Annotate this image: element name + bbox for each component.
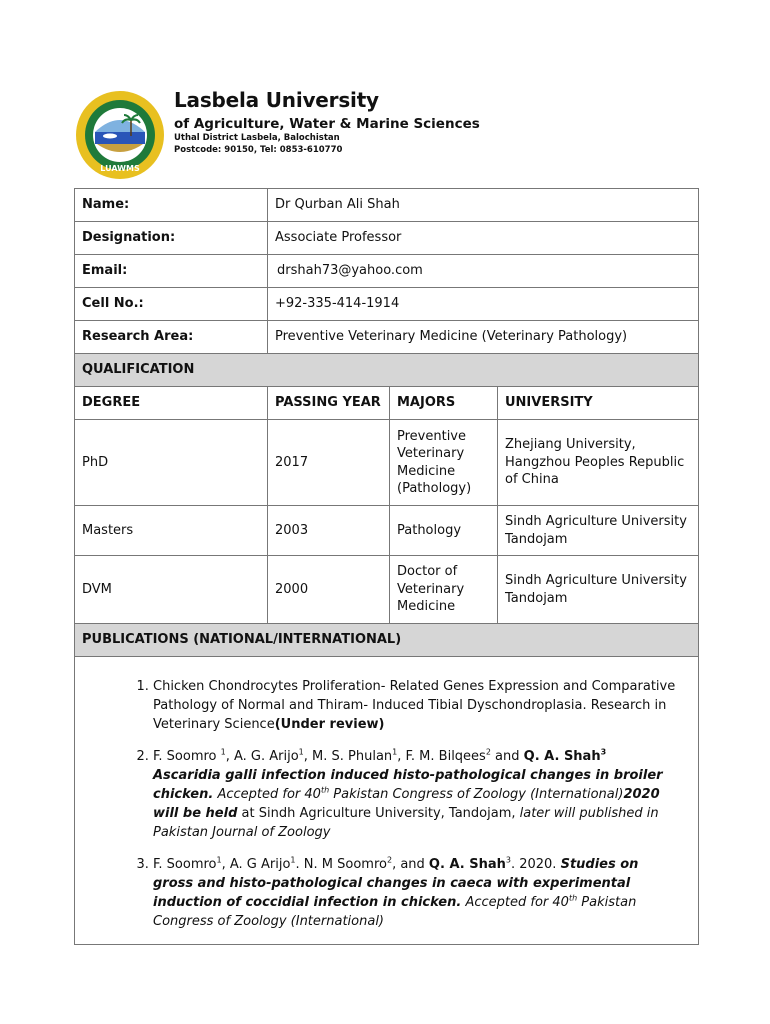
email-label: Email: (75, 255, 268, 288)
pub2-title: Ascaridia galli infection induced histo-pathological changes in broiler chicken. (153, 768, 663, 802)
name-value: Dr Qurban Ali Shah (268, 189, 699, 222)
pub2-and: and (490, 749, 524, 764)
university-logo (75, 90, 165, 180)
university-cell: Zhejiang University, Hangzhou Peoples Republic of China (498, 420, 699, 506)
email-row (75, 255, 699, 288)
pub2-sup: 3 (600, 747, 607, 757)
pub3-sup: 1 (216, 855, 222, 865)
name-row (75, 189, 699, 222)
pub2-accepted: Accepted for 40 (213, 787, 321, 802)
publications-list (75, 677, 698, 931)
publications-cell (75, 657, 699, 945)
email-value[interactable]: drshah73@yahoo.com (268, 255, 699, 288)
pub3-sup: 3 (505, 855, 511, 865)
logo-text: LUAWMS (100, 164, 140, 173)
pub3-main-author: Q. A. Shah (428, 857, 506, 872)
cv-table (74, 188, 699, 945)
university-cell: Sindh Agriculture University Tandojam (498, 506, 699, 556)
publications-title: PUBLICATIONS (NATIONAL/INTERNATIONAL) (75, 624, 699, 657)
table-row (75, 506, 699, 556)
year-cell: 2000 (268, 556, 390, 624)
cell-label: Cell No.: (75, 288, 268, 321)
publications-header-row (75, 624, 699, 657)
pub2-place: at Sindh Agriculture University, Tandojam, (237, 806, 516, 821)
degree-cell: PhD (75, 420, 268, 506)
publications-row (75, 657, 699, 945)
university-subtitle: of Agriculture, Water & Marine Sciences (174, 116, 480, 132)
university-cell: Sindh Agriculture University Tandojam (498, 556, 699, 624)
pub3-sup: th (568, 893, 578, 903)
pub2-held: 2020 will be held (153, 787, 660, 821)
list-item (153, 677, 678, 734)
list-item (153, 855, 678, 931)
pub3-title: Studies on gross and histo-pathological changes in caeca with experimental induction of coccidial infection in chicken. (153, 857, 639, 910)
pub3-year: . 2020. (510, 857, 561, 872)
qualification-header-row (75, 354, 699, 387)
col-header-majors: MAJORS (390, 387, 498, 420)
university-name: Lasbela University (174, 88, 379, 112)
pub2-author-2: , A. G. Arijo (225, 749, 299, 764)
majors-cell: Preventive Veterinary Medicine (Pathology) (390, 420, 498, 506)
pub3-sup: 2 (386, 855, 393, 865)
cell-value: +92-335-414-1914 (268, 288, 699, 321)
col-header-passing-year: PASSING YEAR (268, 387, 390, 420)
pub2-sup: 1 (220, 747, 226, 757)
pub2-author-4: , F. M. Bilqees (397, 749, 486, 764)
pub3-sup: 1 (290, 855, 296, 865)
pub3-author-3: . N. M Soomro (295, 857, 387, 872)
majors-cell: Pathology (390, 506, 498, 556)
pub2-sup: th (320, 785, 330, 795)
pub3-author-2: , A. G Arijo (221, 857, 291, 872)
designation-row (75, 222, 699, 255)
pub2-author-1: F. Soomro (153, 749, 221, 764)
table-row (75, 556, 699, 624)
degree-cell: DVM (75, 556, 268, 624)
research-label: Research Area: (75, 321, 268, 354)
col-header-degree: DEGREE (75, 387, 268, 420)
address-line-1: Uthal District Lasbela, Balochistan (174, 133, 340, 143)
pub3-congress: Pakistan Congress of Zoology (International) (153, 895, 637, 929)
designation-label: Designation: (75, 222, 268, 255)
list-item (153, 747, 678, 842)
pub2-congress: Pakistan Congress of Zoology (International) (329, 787, 624, 802)
pub2-sup: 1 (392, 747, 398, 757)
table-row (75, 420, 699, 506)
designation-value: Associate Professor (268, 222, 699, 255)
pub2-author-3: , M. S. Phulan (303, 749, 393, 764)
pub2-sup: 1 (298, 747, 304, 757)
degree-cell: Masters (75, 506, 268, 556)
pub2-main-author: Q. A. Shah (523, 749, 601, 764)
research-row (75, 321, 699, 354)
name-label: Name: (75, 189, 268, 222)
cell-row (75, 288, 699, 321)
pub2-sup: 2 (485, 747, 491, 757)
year-cell: 2003 (268, 506, 390, 556)
majors-cell: Doctor of Veterinary Medicine (390, 556, 498, 624)
pub2-later: later will published in Pakistan Journal of Zoology (153, 806, 659, 840)
pub3-accepted: Accepted for 40 (461, 895, 569, 910)
pub1-status: (Under review) (274, 717, 385, 732)
qualification-columns-row (75, 387, 699, 420)
address-line-2: Postcode: 90150, Tel: 0853-610770 (174, 145, 343, 155)
research-value: Preventive Veterinary Medicine (Veterinary Pathology) (268, 321, 699, 354)
qualification-title: QUALIFICATION (75, 354, 699, 387)
pub1-text: Chicken Chondrocytes Proliferation- Related Genes Expression and Comparative Pathology of Normal and Thiram- Induced Tibial Dyschondroplasia. Research in Veterinary Science (153, 679, 676, 732)
pub3-and: , and (392, 857, 429, 872)
col-header-university: UNIVERSITY (498, 387, 699, 420)
year-cell: 2017 (268, 420, 390, 506)
pub3-author-1: F. Soomro (153, 857, 217, 872)
